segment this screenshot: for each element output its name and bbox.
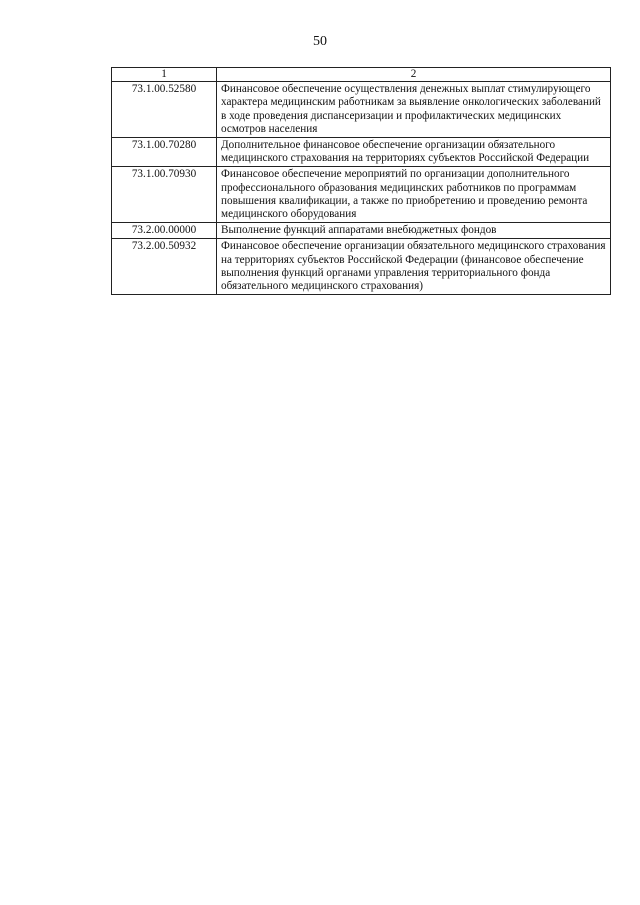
row-code: 73.2.00.00000 — [112, 223, 217, 239]
row-code: 73.2.00.50932 — [112, 239, 217, 295]
table-row — [112, 138, 611, 167]
table-row — [112, 223, 611, 239]
page-number: 50 — [313, 34, 327, 49]
table-header-row — [112, 68, 611, 82]
column-header-2: 2 — [217, 68, 611, 82]
row-code: 73.1.00.70930 — [112, 167, 217, 223]
row-description: Финансовое обеспечение осуществления денежных выплат стимулирующего характера медицинским работникам за выявление онкологических заболеваний в ходе проведения диспансеризации и профилактических медицинских осмотров населения — [217, 82, 611, 138]
table-row — [112, 82, 611, 138]
table-row — [112, 167, 611, 223]
row-description: Дополнительное финансовое обеспечение организации обязательного медицинского страхования на территориях субъектов Российской Федерации — [217, 138, 611, 167]
table-row — [112, 239, 611, 295]
budget-codes-table — [111, 67, 611, 295]
row-code: 73.1.00.52580 — [112, 82, 217, 138]
row-description: Финансовое обеспечение организации обязательного медицинского страхования на территориях субъектов Российской Федерации (финансовое обеспечение выполнения функций органами управления территориального фонда обязательного медицинского страхования) — [217, 239, 611, 295]
column-header-1: 1 — [112, 68, 217, 82]
row-description: Выполнение функций аппаратами внебюджетных фондов — [217, 223, 611, 239]
row-code: 73.1.00.70280 — [112, 138, 217, 167]
row-description: Финансовое обеспечение мероприятий по организации дополнительного профессионального образования медицинских работников по программам повышения квалификации, а также по приобретению и проведению ремонта медицинского оборудования — [217, 167, 611, 223]
